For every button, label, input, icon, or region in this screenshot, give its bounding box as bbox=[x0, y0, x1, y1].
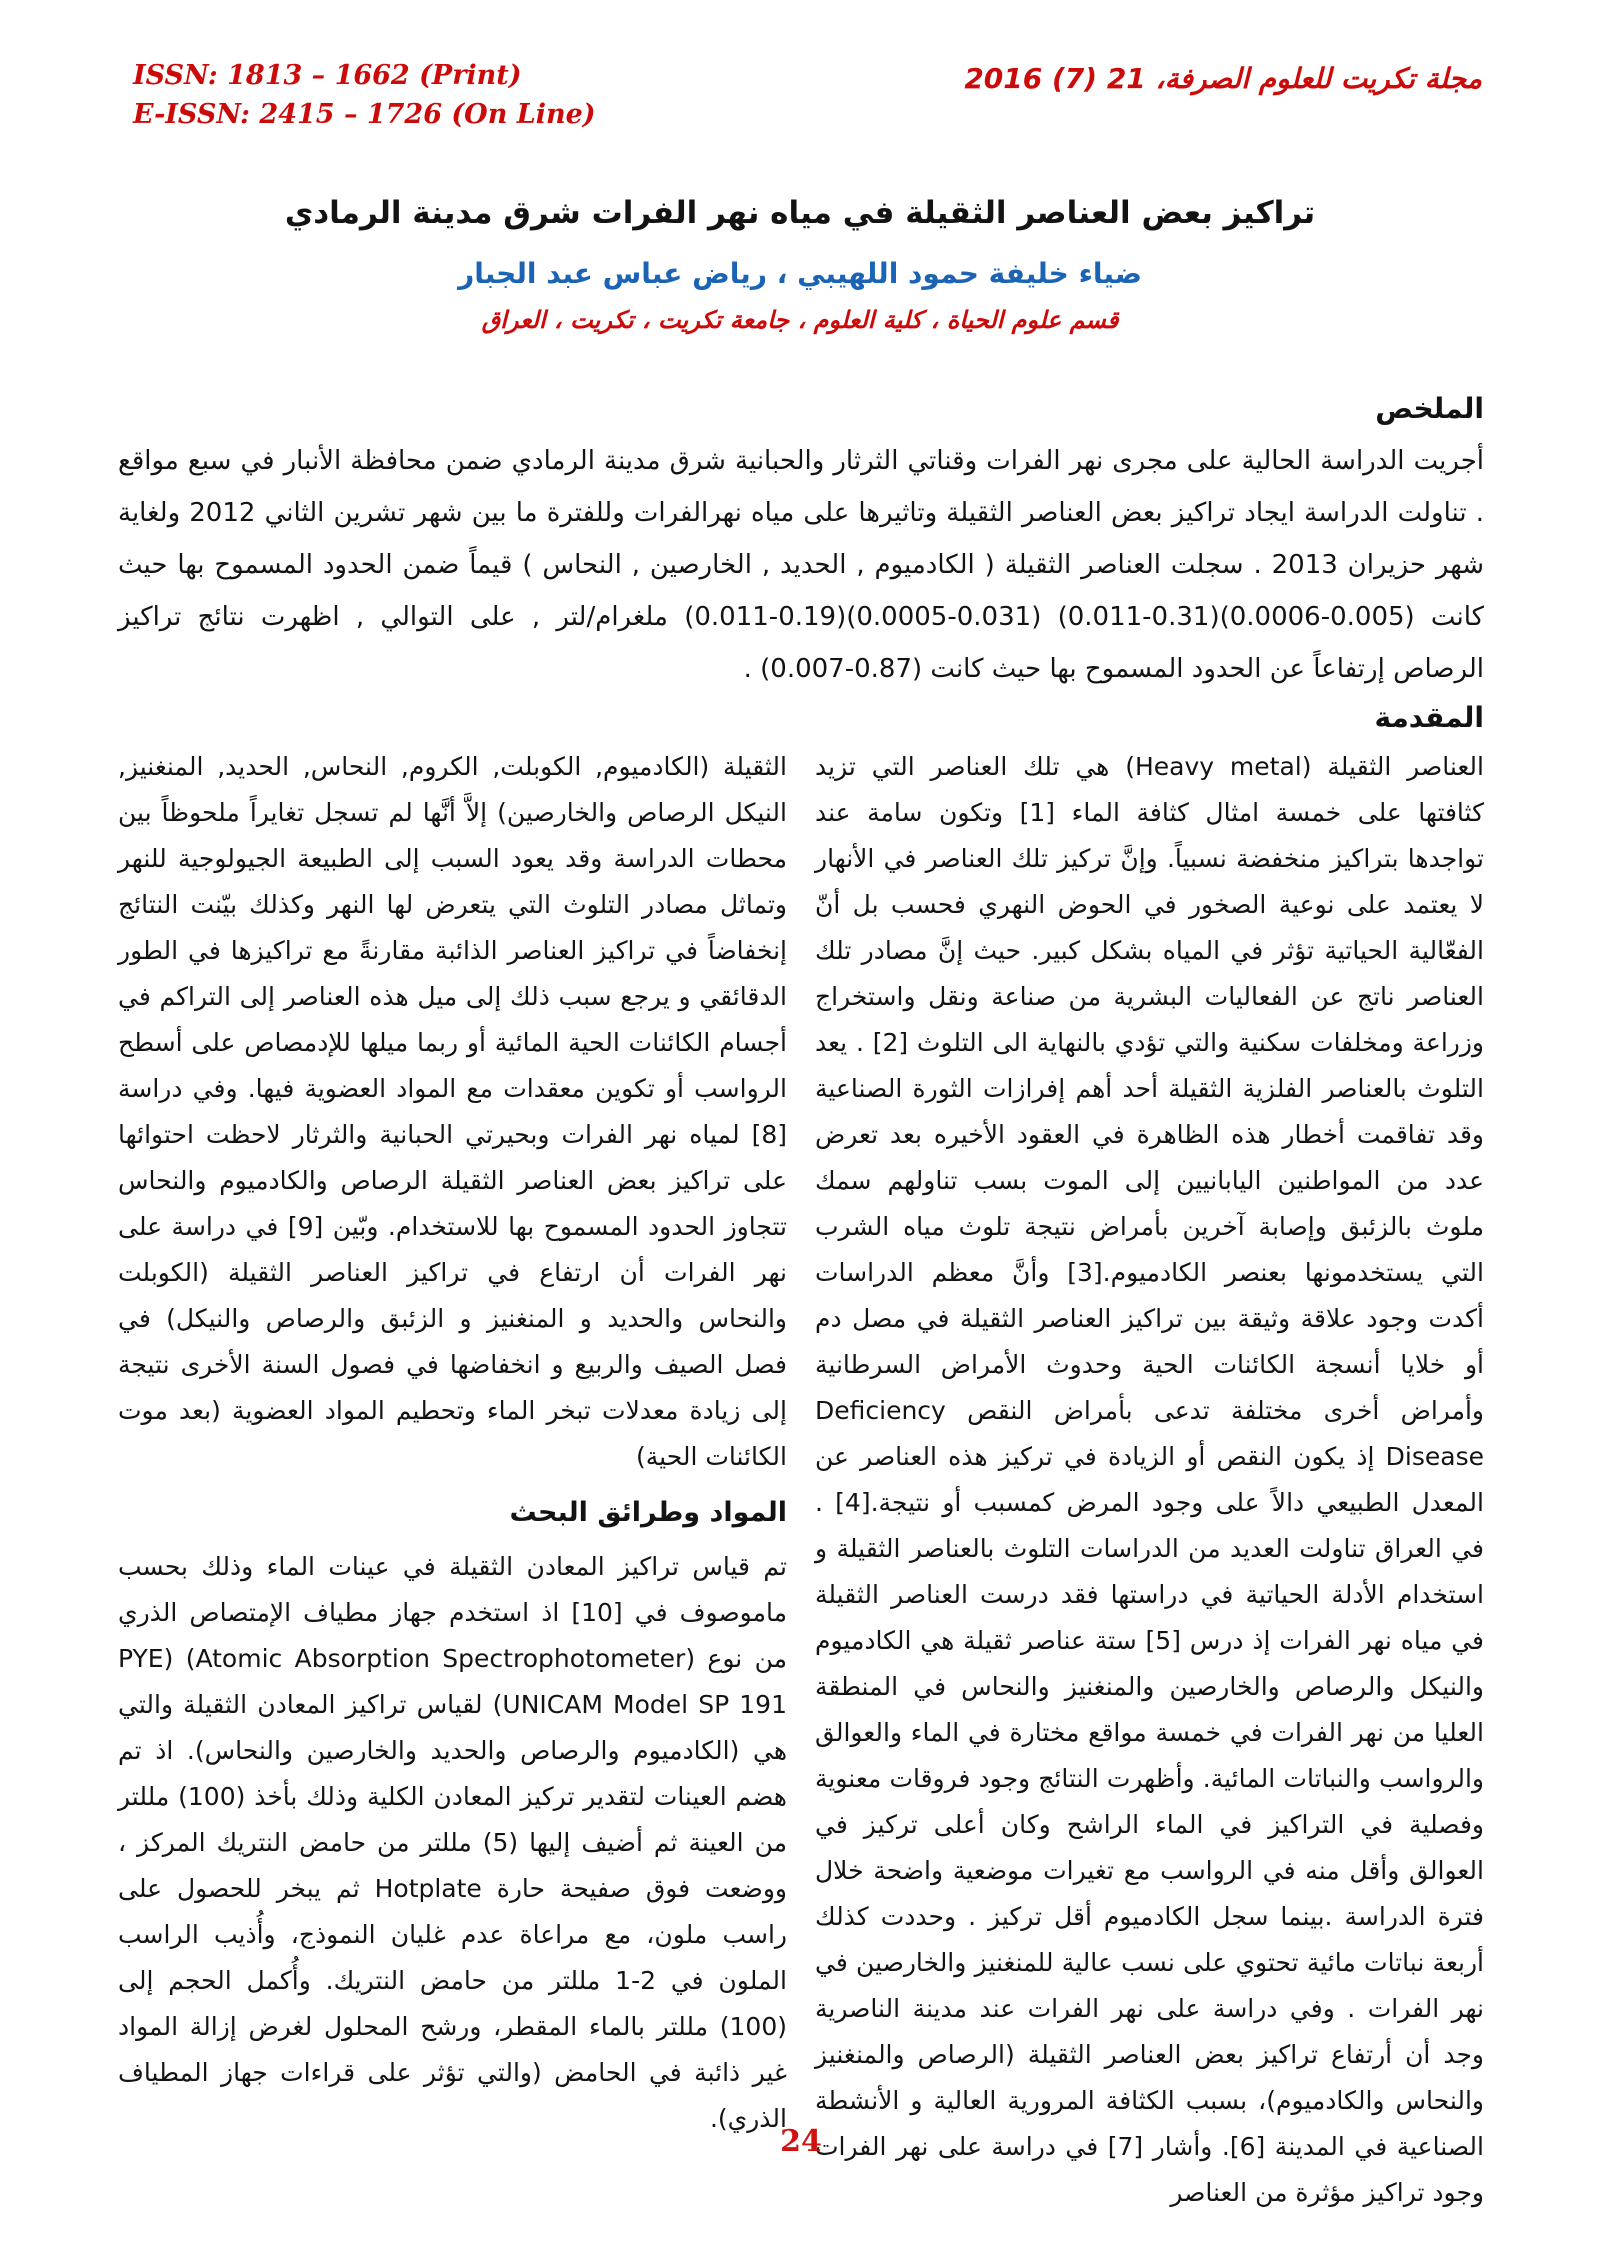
introduction-column-left-text: الثقيلة (الكادميوم, الكوبلت, الكروم, النحاس, الحديد, المنغنيز, النيكل الرصاص والخارصين) إلاَّ أنَّها لم تسجل تغايراً ملحوظاً بين محطات الدراسة وقد يعود السبب إلى الطبيعة الجيولوجية للنهر وتماثل مصادر التلوث التي يتعرض لها النهر وكذلك بيّنت النتائج إنخفاضاً في تراكيز العناصر الذائبة مقارنةً مع تراكيزها في الطور الدقائقي و يرجع سبب ذلك إلى ميل هذه العناصر إلى التراكم في أجسام الكائنات الحية المائية أو ربما ميلها للإدمصاص على أسطح الرواسب أو تكوين معقدات مع المواد العضوية فيها. وفي دراسة [8] لمياه نهر الفرات وبحيرتي الحبانية والثرثار لاحظت احتوائها على تراكيز بعض العناصر الثقيلة الرصاص والكادميوم والنحاس تتجاوز الحدود المسموح بها للاستخدام. وبّين [9] في دراسة على نهر الفرات أن ارتفاع في تراكيز العناصر الثقيلة (الكوبلت والنحاس والحديد و المنغنيز و الزئبق والرصاص والنيكل) في فصل الصيف والربيع و انخفاضها في فصول السنة الأخرى نتيجة إلى زيادة معدلات تبخر الماء وتحطيم المواد العضوية (بعد موت الكائنات الحية) bbox=[118, 752, 787, 1471]
introduction-column-right: العناصر الثقيلة (Heavy metal) هي تلك العناصر التي تزيد كثافتها على خمسة امثال كثافة الماء [1] وتكون سامة عند تواجدها بتراكيز منخفضة نسبياً. وإنَّ تركيز تلك العناصر في الأنهار لا يعتمد على نوعية الصخور في الحوض النهري فحسب بل أنّ الفعّالية الحياتية تؤثر في المياه بشكل كبير. حيث إنَّ مصادر تلك العناصر ناتج عن الفعاليات البشرية من صناعة ونقل واستخراج وزراعة ومخلفات سكنية والتي تؤدي بالنهاية الى التلوث [2] . يعد التلوث بالعناصر الفلزية الثقيلة أحد أهم إفرازات الثورة الصناعية وقد تفاقمت أخطار هذه الظاهرة في العقود الأخيره بعد تعرض عدد من المواطنين اليابانيين إلى الموت بسب تناولهم سمك ملوث بالزئبق وإصابة آخرين بأمراض نتيجة تلوث مياه الشرب التي يستخدمونها بعنصر الكادميوم.[3] وأنَّ معظم الدراسات أكدت وجود علاقة وثيقة بين تراكيز العناصر الثقيلة في مصل دم أو خلايا أنسجة الكائنات الحية وحدوث الأمراض السرطانية وأمراض أخرى مختلفة تدعى بأمراض النقص Deficiency Disease إذ يكون النقص أو الزيادة في تركيز هذه العناصر عن المعدل الطبيعي دالاً على وجود المرض كمسبب أو نتيجة.[4] . في العراق تناولت العديد من الدراسات التلوث بالعناصر الثقيلة و استخدام الأدلة الحياتية في دراستها فقد درست العناصر الثقيلة في مياه نهر الفرات إذ درس [5] ستة عناصر ثقيلة هي الكادميوم والنيكل والرصاص والخارصين والمنغنيز والنحاس في المنطقة العليا من نهر الفرات في خمسة مواقع مختارة في الماء والعوالق والرواسب والنباتات المائية. وأظهرت النتائج وجود فروقات معنوية وفصلية في التراكيز في الماء الراشح وكان أعلى تركيز في العوالق وأقل منه في الرواسب مع تغيرات موضعية واضحة خلال فترة الدراسة .بينما سجل الكادميوم أقل تركيز . وحددت كذلك أربعة نباتات مائية تحتوي على نسب عالية للمنغنيز والخارصين في نهر الفرات . وفي دراسة على نهر الفرات عند مدينة الناصرية وجد أن أرتفاع تراكيز بعض العناصر الثقيلة (الرصاص والمنغنيز والنحاس والكادميوم)، بسبب الكثافة المرورية العالية و الأنشطة الصناعية في المدينة [6]. وأشار [7] في دراسة على نهر الفرات وجود تراكيز مؤثرة من العناصر bbox=[815, 752, 1485, 2207]
page-number: 24 bbox=[780, 2124, 822, 2159]
article-body bbox=[118, 392, 1484, 2216]
two-column-body bbox=[118, 744, 1484, 2216]
issn-print-line: ISSN: 1813 – 1662 (Print) bbox=[133, 60, 522, 91]
methods-heading: المواد وطرائق البحث bbox=[509, 1497, 787, 1528]
methods-text: تم قياس تراكيز المعادن الثقيلة في عينات الماء وذلك بحسب ماموصوف في [10] اذ استخدم جهاز مطياف الإمتصاص الذري من نوع (Atomic Absorption Spectrophotometer) (PYE UNICAM Model SP 191) لقياس تراكيز المعادن الثقيلة والتي هي (الكادميوم والرصاص والحديد والخارصين والنحاس). اذ تم هضم العينات لتقدير تركيز المعادن الكلية وذلك بأخذ (100) مللتر من العينة ثم أضيف إليها (5) مللتر من حامض النتريك المركز ، ووضعت فوق صفيحة حارة Hotplate ثم يبخر للحصول على راسب ملون، مع مراعاة عدم غليان النموذج، وأُذيب الراسب الملون في 2-1 مللتر من حامض النتريك. وأُكمل الحجم إلى (100) مللتر بالماء المقطر، ورشح المحلول لغرض إزالة المواد غير ذائبة في الحامض (والتي تؤثر على قراءات جهاز المطياف الذري). bbox=[118, 1552, 787, 2133]
article-authors: ضياء خليفة حمود اللهيبي ، رياض عباس عبد الجبار bbox=[458, 257, 1142, 291]
introduction-heading: المقدمة bbox=[1374, 701, 1484, 734]
article-title: تراكيز بعض العناصر الثقيلة في مياه نهر الفرات شرق مدينة الرمادي bbox=[284, 195, 1316, 231]
title-block bbox=[0, 192, 1600, 334]
introduction-column-left bbox=[118, 744, 787, 2216]
page-header bbox=[133, 56, 1482, 134]
issn-online-line: E-ISSN: 2415 – 1726 (On Line) bbox=[133, 99, 596, 131]
abstract-heading: الملخص bbox=[1375, 392, 1484, 425]
journal-name: مجلة تكريت للعلوم الصرفة، 21 (7) 2016 bbox=[964, 62, 1482, 95]
abstract-text: أجريت الدراسة الحالية على مجرى نهر الفرات وقناتي الثرثار والحبانية شرق مدينة الرمادي ضمن محافظة الأنبار في سبع مواقع . تناولت الدراسة ايجاد تراكيز بعض العناصر الثقيلة وتاثيرها على مياه نهرالفرات وللفترة ما بين شهر تشرين الثاني 2012 ولغاية شهر حزيران 2013 . سجلت العناصر الثقيلة ( الكادميوم , الحديد , الخارصين , النحاس ) قيماً ضمن الحدود المسموح بها حيث كانت (0.005-0.0006)(0.31-0.011) (0.031-0.0005)(0.19-0.011) ملغرام/لتر , على التوالي , اظهرت نتائج تراكيز الرصاص إرتفاعاً عن الحدود المسموح بها حيث كانت (0.87-0.007) . bbox=[118, 446, 1484, 684]
article-affiliation: قسم علوم الحياة ، كلية العلوم ، جامعة تكريت ، تكريت ، العراق bbox=[481, 306, 1119, 335]
issn-block bbox=[133, 56, 596, 134]
